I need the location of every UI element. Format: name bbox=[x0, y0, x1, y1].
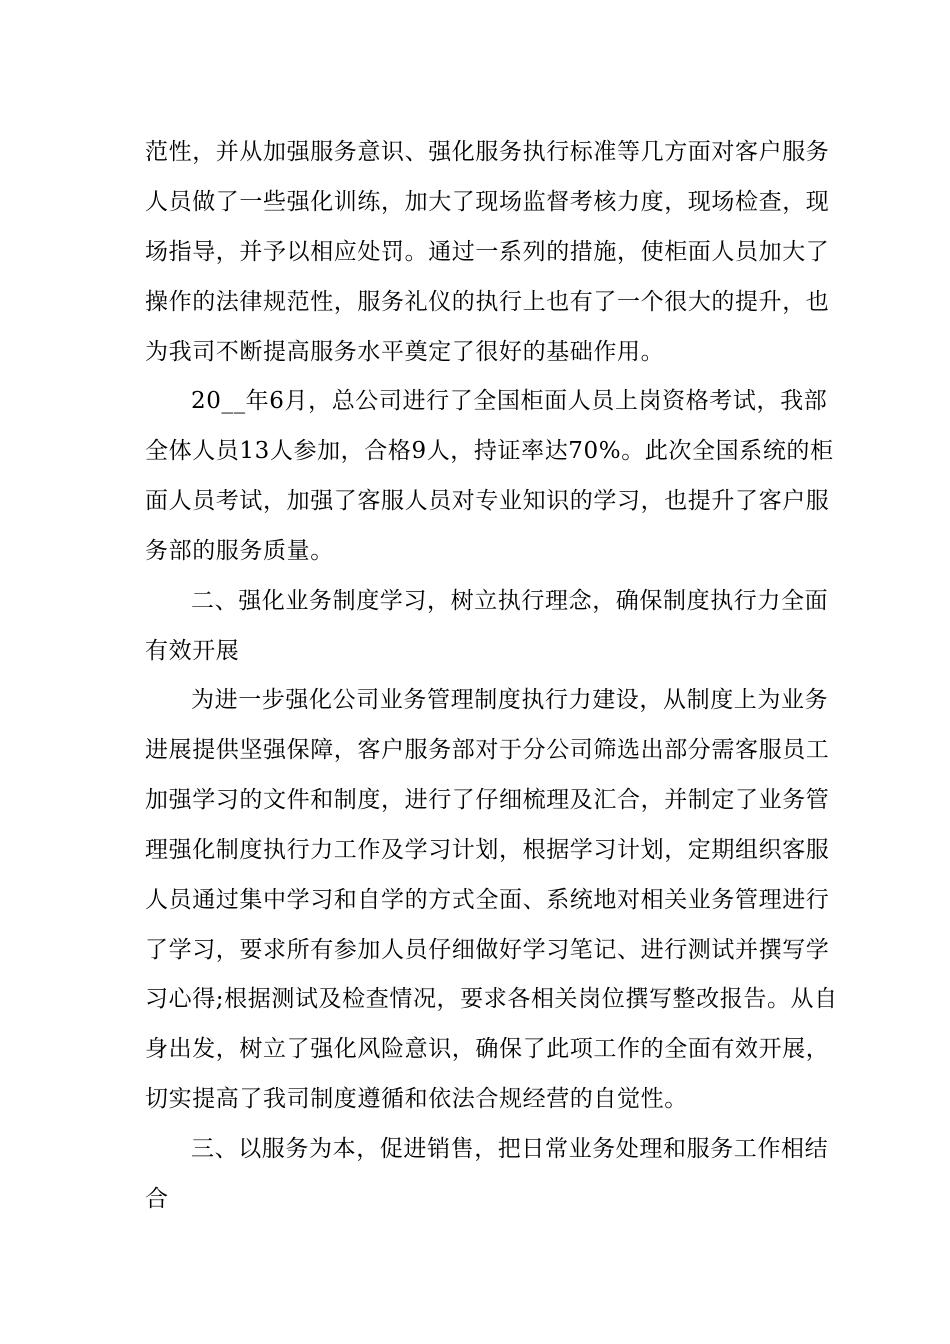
section-heading: 合 bbox=[145, 1186, 169, 1212]
paragraph-line: 习心得;根据测试及检查情况，要求各相关岗位撰写整改报告。从自 bbox=[145, 986, 838, 1012]
paragraph-line: 为我司不断提高服务水平奠定了很好的基础作用。 bbox=[145, 339, 665, 365]
section-heading: 二、强化业务制度学习，树立执行理念，确保制度执行力全面 bbox=[191, 588, 829, 614]
paragraph-line: 切实提高了我司制度遵循和依法合规经营的自觉性。 bbox=[145, 1086, 688, 1112]
paragraph-line: 20__年6月，总公司进行了全国柜面人员上岗资格考试，我部 bbox=[191, 388, 828, 414]
paragraph-line: 为进一步强化公司业务管理制度执行力建设，从制度上为业务 bbox=[191, 687, 829, 713]
section-heading: 三、以服务为本，促进销售，把日常业务处理和服务工作相结 bbox=[191, 1136, 829, 1162]
paragraph-line: 场指导，并予以相应处罚。通过一系列的措施，使柜面人员加大了 bbox=[145, 239, 830, 265]
paragraph-line: 人员做了一些强化训练，加大了现场监督考核力度，现场检查，现 bbox=[145, 189, 830, 215]
paragraph-line: 全体人员13人参加，合格9人，持证率达70%。此次全国系统的柜 bbox=[145, 438, 834, 464]
paragraph-line: 人员通过集中学习和自学的方式全面、系统地对相关业务管理进行 bbox=[145, 887, 830, 913]
paragraph-line: 面人员考试，加强了客服人员对专业知识的学习，也提升了客户服 bbox=[145, 488, 830, 514]
section-heading: 有效开展 bbox=[145, 638, 240, 664]
paragraph-line: 进展提供坚强保障，客户服务部对于分公司筛选出部分需客服员工 bbox=[145, 737, 830, 763]
paragraph-line: 务部的服务质量。 bbox=[145, 538, 334, 564]
paragraph-line: 加强学习的文件和制度，进行了仔细梳理及汇合，并制定了业务管 bbox=[145, 787, 830, 813]
paragraph-line: 了学习，要求所有参加人员仔细做好学习笔记、进行测试并撰写学 bbox=[145, 937, 830, 963]
paragraph-line: 理强化制度执行力工作及学习计划，根据学习计划，定期组织客服 bbox=[145, 837, 830, 863]
paragraph-line: 身出发，树立了强化风险意识，确保了此项工作的全面有效开展， bbox=[145, 1036, 830, 1062]
paragraph-line: 操作的法律规范性，服务礼仪的执行上也有了一个很大的提升，也 bbox=[145, 289, 830, 315]
paragraph-line: 范性，并从加强服务意识、强化服务执行标准等几方面对客户服务 bbox=[145, 139, 830, 165]
